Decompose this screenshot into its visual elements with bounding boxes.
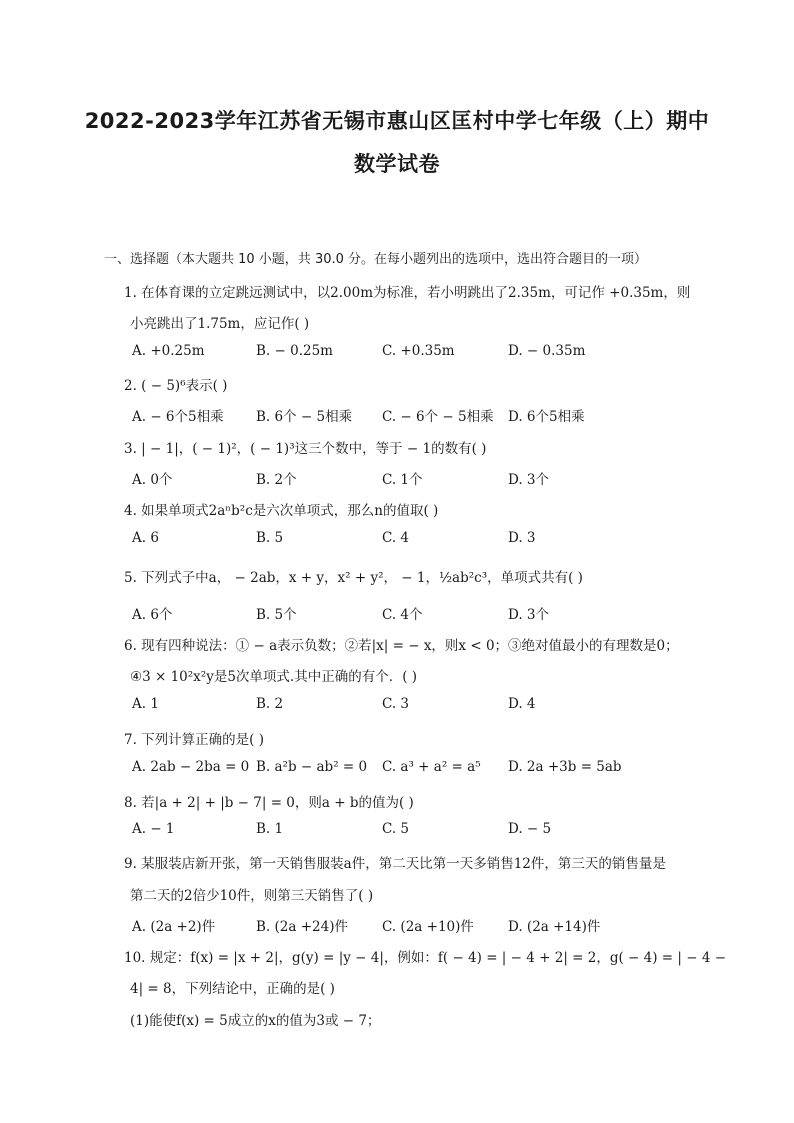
question-10-text-cont: 4| = 8，下列结论中，正确的是( ) <box>130 981 335 997</box>
question-4-text: 4. 如果单项式2aⁿb²c是六次单项式，那么n的值取( ) <box>124 503 439 519</box>
question-10-statement-1: (1)能使f(x) = 5成立的x的值为3或 − 7； <box>130 1013 381 1029</box>
question-1-text-cont: 小亮跳出了1.75m，应记作( ) <box>130 316 310 332</box>
question-7-option-c: C. a³ + a² = a⁵ <box>382 759 481 775</box>
question-6-option-b: B. 2 <box>256 696 284 712</box>
question-3-option-b: B. 2个 <box>256 472 297 488</box>
question-6-text: 6. 现有四种说法：① − a表示负数；②若|x| = − x，则x < 0；③绝对值最小的有理数是0； <box>124 638 679 654</box>
question-8-option-b: B. 1 <box>256 821 284 837</box>
question-9-option-b: B. (2a +24)件 <box>256 919 348 935</box>
question-3-option-c: C. 1个 <box>382 472 423 488</box>
exam-title-line-2: 数学试卷 <box>354 152 440 176</box>
question-6-option-d: D. 4 <box>508 696 536 712</box>
question-2-option-d: D. 6个5相乘 <box>508 409 585 425</box>
question-9-option-a: A. (2a +2)件 <box>132 919 216 935</box>
question-8-text: 8. 若|a + 2| + |b − 7| = 0，则a + b的值为( ) <box>124 795 414 811</box>
question-1-option-d: D. − 0.35m <box>508 343 586 359</box>
question-3-option-a: A. 0个 <box>132 472 173 488</box>
question-5-option-d: D. 3个 <box>508 607 550 623</box>
question-7-text: 7. 下列计算正确的是( ) <box>124 732 264 748</box>
question-5-option-b: B. 5个 <box>256 607 297 623</box>
question-9-text-cont: 第二天的2倍少10件，则第三天销售了( ) <box>130 888 374 904</box>
question-1-text: 1. 在体育课的立定跳远测试中，以2.00m为标准，若小明跳出了2.35m，可记作 +0.35m，则 <box>124 285 691 301</box>
section-heading: 一、选择题（本大题共 10 小题，共 30.0 分。在每小题列出的选项中，选出符合题目的一项） <box>104 252 648 267</box>
question-4-option-b: B. 5 <box>256 530 284 546</box>
question-8-option-d: D. − 5 <box>508 821 552 837</box>
question-4-option-a: A. 6 <box>132 530 159 546</box>
question-10-text: 10. 规定：f(x) = |x + 2|，g(y) = |y − 4|，例如：f( − 4) = | − 4 + 2| = 2，g( − 4) = | − 4 − <box>124 950 727 966</box>
question-6-text-cont: ④3 × 10²x²y是5次单项式.其中正确的有个．( ) <box>130 669 418 685</box>
question-6-option-a: A. 1 <box>132 696 159 712</box>
question-2-option-a: A. − 6个5相乘 <box>132 409 224 425</box>
question-3-text: 3. | − 1|，( − 1)²，( − 1)³这三个数中，等于 − 1的数有( ) <box>124 441 487 457</box>
question-8-option-a: A. − 1 <box>132 821 175 837</box>
question-9-option-c: C. (2a +10)件 <box>382 919 474 935</box>
question-1-option-b: B. − 0.25m <box>256 343 333 359</box>
question-6-option-c: C. 3 <box>382 696 410 712</box>
question-2-option-c: C. − 6个 − 5相乘 <box>382 409 494 425</box>
question-7-option-d: D. 2a +3b = 5ab <box>508 759 622 775</box>
question-5-option-a: A. 6个 <box>132 607 173 623</box>
exam-title-line-1: 2022-2023学年江苏省无锡市惠山区匡村中学七年级（上）期中 <box>84 109 710 133</box>
question-4-option-d: D. 3 <box>508 530 536 546</box>
question-5-option-c: C. 4个 <box>382 607 423 623</box>
question-9-option-d: D. (2a +14)件 <box>508 919 601 935</box>
question-7-option-b: B. a²b − ab² = 0 <box>256 759 368 775</box>
question-7-option-a: A. 2ab − 2ba = 0 <box>132 759 250 775</box>
question-1-option-a: A. +0.25m <box>132 343 205 359</box>
question-8-option-c: C. 5 <box>382 821 410 837</box>
question-3-option-d: D. 3个 <box>508 472 550 488</box>
question-1-option-c: C. +0.35m <box>382 343 455 359</box>
question-2-option-b: B. 6个 − 5相乘 <box>256 409 353 425</box>
question-9-text: 9. 某服装店新开张，第一天销售服装a件，第二天比第一天多销售12件，第三天的销售量是 <box>124 856 666 872</box>
question-5-text: 5. 下列式子中a， − 2ab，x + y，x² + y²， − 1，½ab²c³，单项式共有( ) <box>124 570 583 586</box>
question-2-text: 2. ( − 5)⁶表示( ) <box>124 378 228 394</box>
question-4-option-c: C. 4 <box>382 530 410 546</box>
